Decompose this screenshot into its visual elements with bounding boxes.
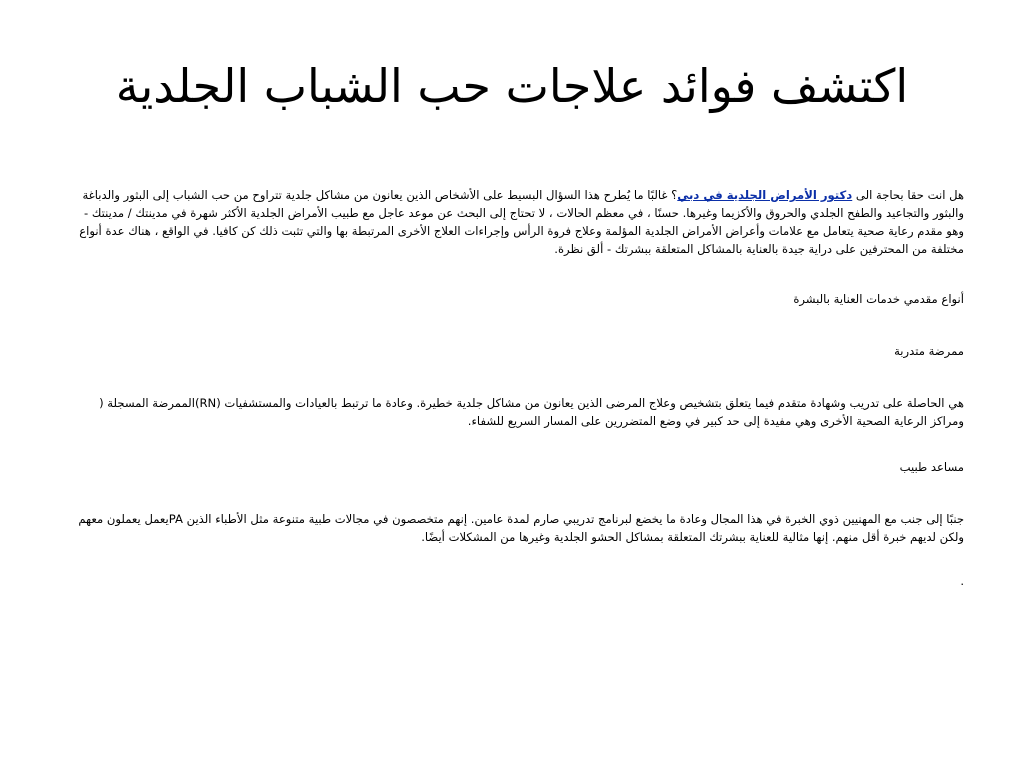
assistant-paragraph	[64, 510, 964, 572]
nurse-abbr: (RN)	[194, 396, 221, 410]
assistant-abbr: PA	[168, 512, 183, 526]
dermatologist-dubai-link[interactable]: دكتور الأمراض الجلدية في دبي	[677, 188, 853, 202]
assistant-heading: مساعد طبيب	[899, 460, 964, 474]
intro-suffix: ؟ غالبًا ما يُطرح هذا السؤال البسيط على الأشخاص الذين يعانون من مشاكل جلدية تتراوح من حب الشباب إلى البثور والدباغة والبثور والتجاعيد والطفح الجلدي والحروق والأكزيما وغيرها. حسنًا ، في معظم الحالات ، لا تحتاج إلى البحث عن موعد عاجل مع طبيب الأمراض الجلدية الأكثر شهرة في مدينتك / مدينتك - وهو مقدم رعاية صحية يتعامل مع علامات وأعراض الأمراض الجلدية المؤلمة وعلاج فروة الرأس وإجراءات العلاج الأخرى المرتبطة بها والتي تثبت ذلك كن كافيا. في الواقع ، هناك عدة أنواع مختلفة من المحترفين على دراية جيدة بالعناية بالمشاكل المتعلقة ببشرتك - ألق نظرة.	[79, 188, 964, 256]
assistant-body-part1: جنبًا إلى جنب مع المهنيين ذوي الخبرة في هذا المجال وعادة ما يخضع لبرنامج تدريبي صارم لمدة عامين. إنهم متخصصون في مجالات طبية متنوعة مثل الأطباء الذين	[182, 512, 964, 526]
trailing-mark: .	[960, 574, 964, 588]
types-heading: أنواع مقدمي خدمات العناية بالبشرة	[793, 292, 964, 306]
nurse-heading: ممرضة متدربة	[894, 344, 964, 358]
nurse-paragraph	[64, 394, 964, 458]
slide-content	[64, 186, 964, 590]
slide-title: اكتشف فوائد علاجات حب الشباب الجلدية	[115, 59, 909, 113]
intro-paragraph	[64, 186, 964, 290]
nurse-body-part2: الممرضة المسجلة ( ومراكز الرعاية الصحية الأخرى وهي مفيدة إلى حد كبير في وضع المتضررين على المسار السريع للشفاء.	[99, 396, 964, 428]
intro-prefix: هل انت حقا بحاجة الى	[852, 188, 964, 202]
nurse-body-part1: هي الحاصلة على تدريب وشهادة متقدم فيما يتعلق بتشخيص وعلاج المرضى الذين يعانون من مشاكل جلدية خطيرة. وعادة ما ترتبط بالعيادات والمستشفيات	[220, 396, 964, 410]
assistant-body-part2: يعمل يعملون معهم ولكن لديهم خبرة أقل منهم. إنها مثالية للعناية ببشرتك المتعلقة بمشاكل الحشو الجلدية وغيرها من المشكلات أيضًا.	[78, 512, 964, 544]
